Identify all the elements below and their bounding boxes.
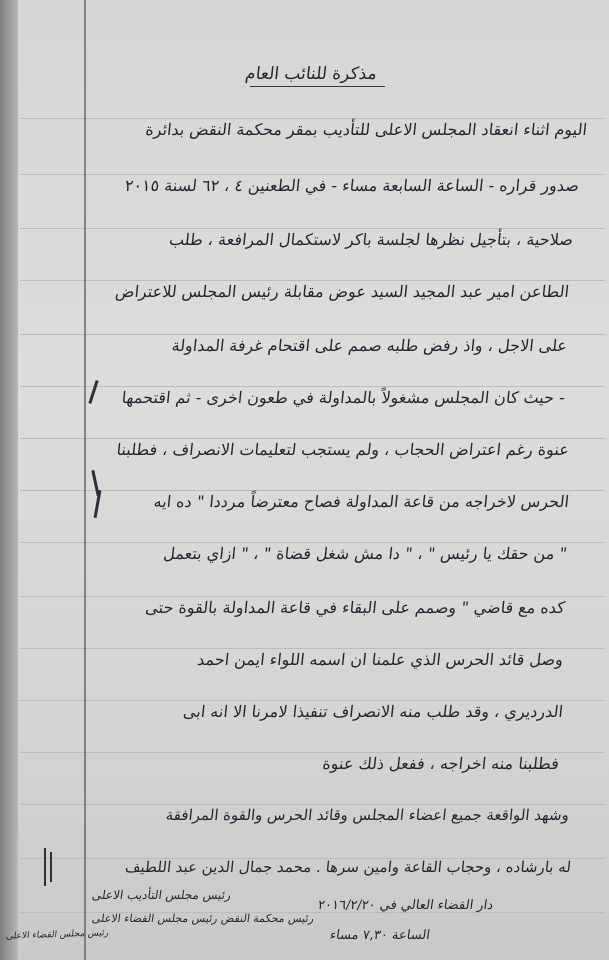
title-underline bbox=[250, 86, 385, 87]
ruled-line bbox=[20, 174, 605, 175]
margin-mark bbox=[44, 848, 46, 886]
ruled-line bbox=[20, 438, 605, 439]
ruled-line bbox=[20, 334, 605, 335]
ruled-line bbox=[20, 700, 605, 701]
body-line: صدور قراره - الساعة السابعة مساء - في الطعنين ٤ ، ٦٢ لسنة ٢٠١٥ bbox=[123, 176, 580, 195]
document-title: مذكرة للنائب العام bbox=[244, 64, 378, 84]
body-line: على الاجل ، واذ رفض طلبه صمم على اقتحام غرفة المداولة bbox=[170, 336, 568, 355]
body-line: اليوم اثناء انعقاد المجلس الاعلى للتأديب بمقر محكمة النقض بدائرة bbox=[144, 120, 588, 139]
time-line: الساعة ٧,٣٠ مساء bbox=[328, 928, 431, 943]
body-line: " من حقك يا رئيس " ، " دا مش شغل قضاة " ، " ازاي بتعمل bbox=[162, 544, 568, 563]
page-left-edge bbox=[0, 0, 18, 960]
ruled-line bbox=[20, 648, 605, 649]
body-line: الحرس لاخراجه من قاعة المداولة فصاح معترضاً مرددا " ده ايه bbox=[152, 492, 570, 511]
body-line: صلاحية ، بتأجيل نظرها لجلسة باكر لاستكمال المرافعة ، طلب bbox=[168, 230, 574, 249]
ruled-line bbox=[20, 596, 605, 597]
body-line: عنوة رغم اعتراض الحجاب ، ولم يستجب لتعليمات الانصراف ، فطلبنا bbox=[115, 440, 570, 459]
body-line: الطاعن امير عبد المجيد السيد عوض مقابلة رئيس المجلس للاعتراض bbox=[114, 282, 570, 301]
body-line: كده مع قاضي " وصمم على البقاء في قاعة المداولة بالقوة حتى bbox=[144, 598, 566, 617]
date-line: دار القضاء العالي في ٢٠١٦/٢/٢٠ bbox=[316, 898, 495, 913]
margin-line bbox=[84, 0, 86, 960]
body-line: وصل قائد الحرس الذي علمنا ان اسمه اللواء ايمن احمد bbox=[196, 650, 564, 669]
ruled-line bbox=[20, 228, 605, 229]
body-line: الدرديري ، وقد طلب منه الانصراف تنفيذا لامرنا الا انه ابى bbox=[182, 702, 564, 721]
margin-note: رئيس مجلس القضاء الاعلى bbox=[5, 928, 110, 942]
signature-title: رئيس محكمة النقض رئيس مجلس القضاء الاعلى bbox=[91, 912, 315, 925]
ruled-line bbox=[20, 386, 605, 387]
body-line: فطلبنا منه اخراجه ، ففعل ذلك عنوة bbox=[321, 754, 560, 773]
body-line: وشهد الواقعة جميع اعضاء المجلس وقائد الحرس والقوة المرافقة bbox=[164, 806, 570, 824]
ruled-line bbox=[20, 752, 605, 753]
ruled-line bbox=[20, 542, 605, 543]
body-line: - حيث كان المجلس مشغولاً بالمداولة في طعون اخرى - ثم اقتحمها bbox=[120, 388, 566, 407]
ruled-line bbox=[20, 804, 605, 805]
ruled-line bbox=[20, 490, 605, 491]
ruled-line bbox=[20, 118, 605, 119]
margin-mark bbox=[50, 852, 52, 882]
signature-title: رئيس مجلس التأديب الاعلى bbox=[91, 888, 232, 902]
body-line: له بارشاده ، وحجاب القاعة وامين سرها . محمد جمال الدين عبد اللطيف bbox=[124, 858, 572, 876]
ruled-line bbox=[20, 280, 605, 281]
